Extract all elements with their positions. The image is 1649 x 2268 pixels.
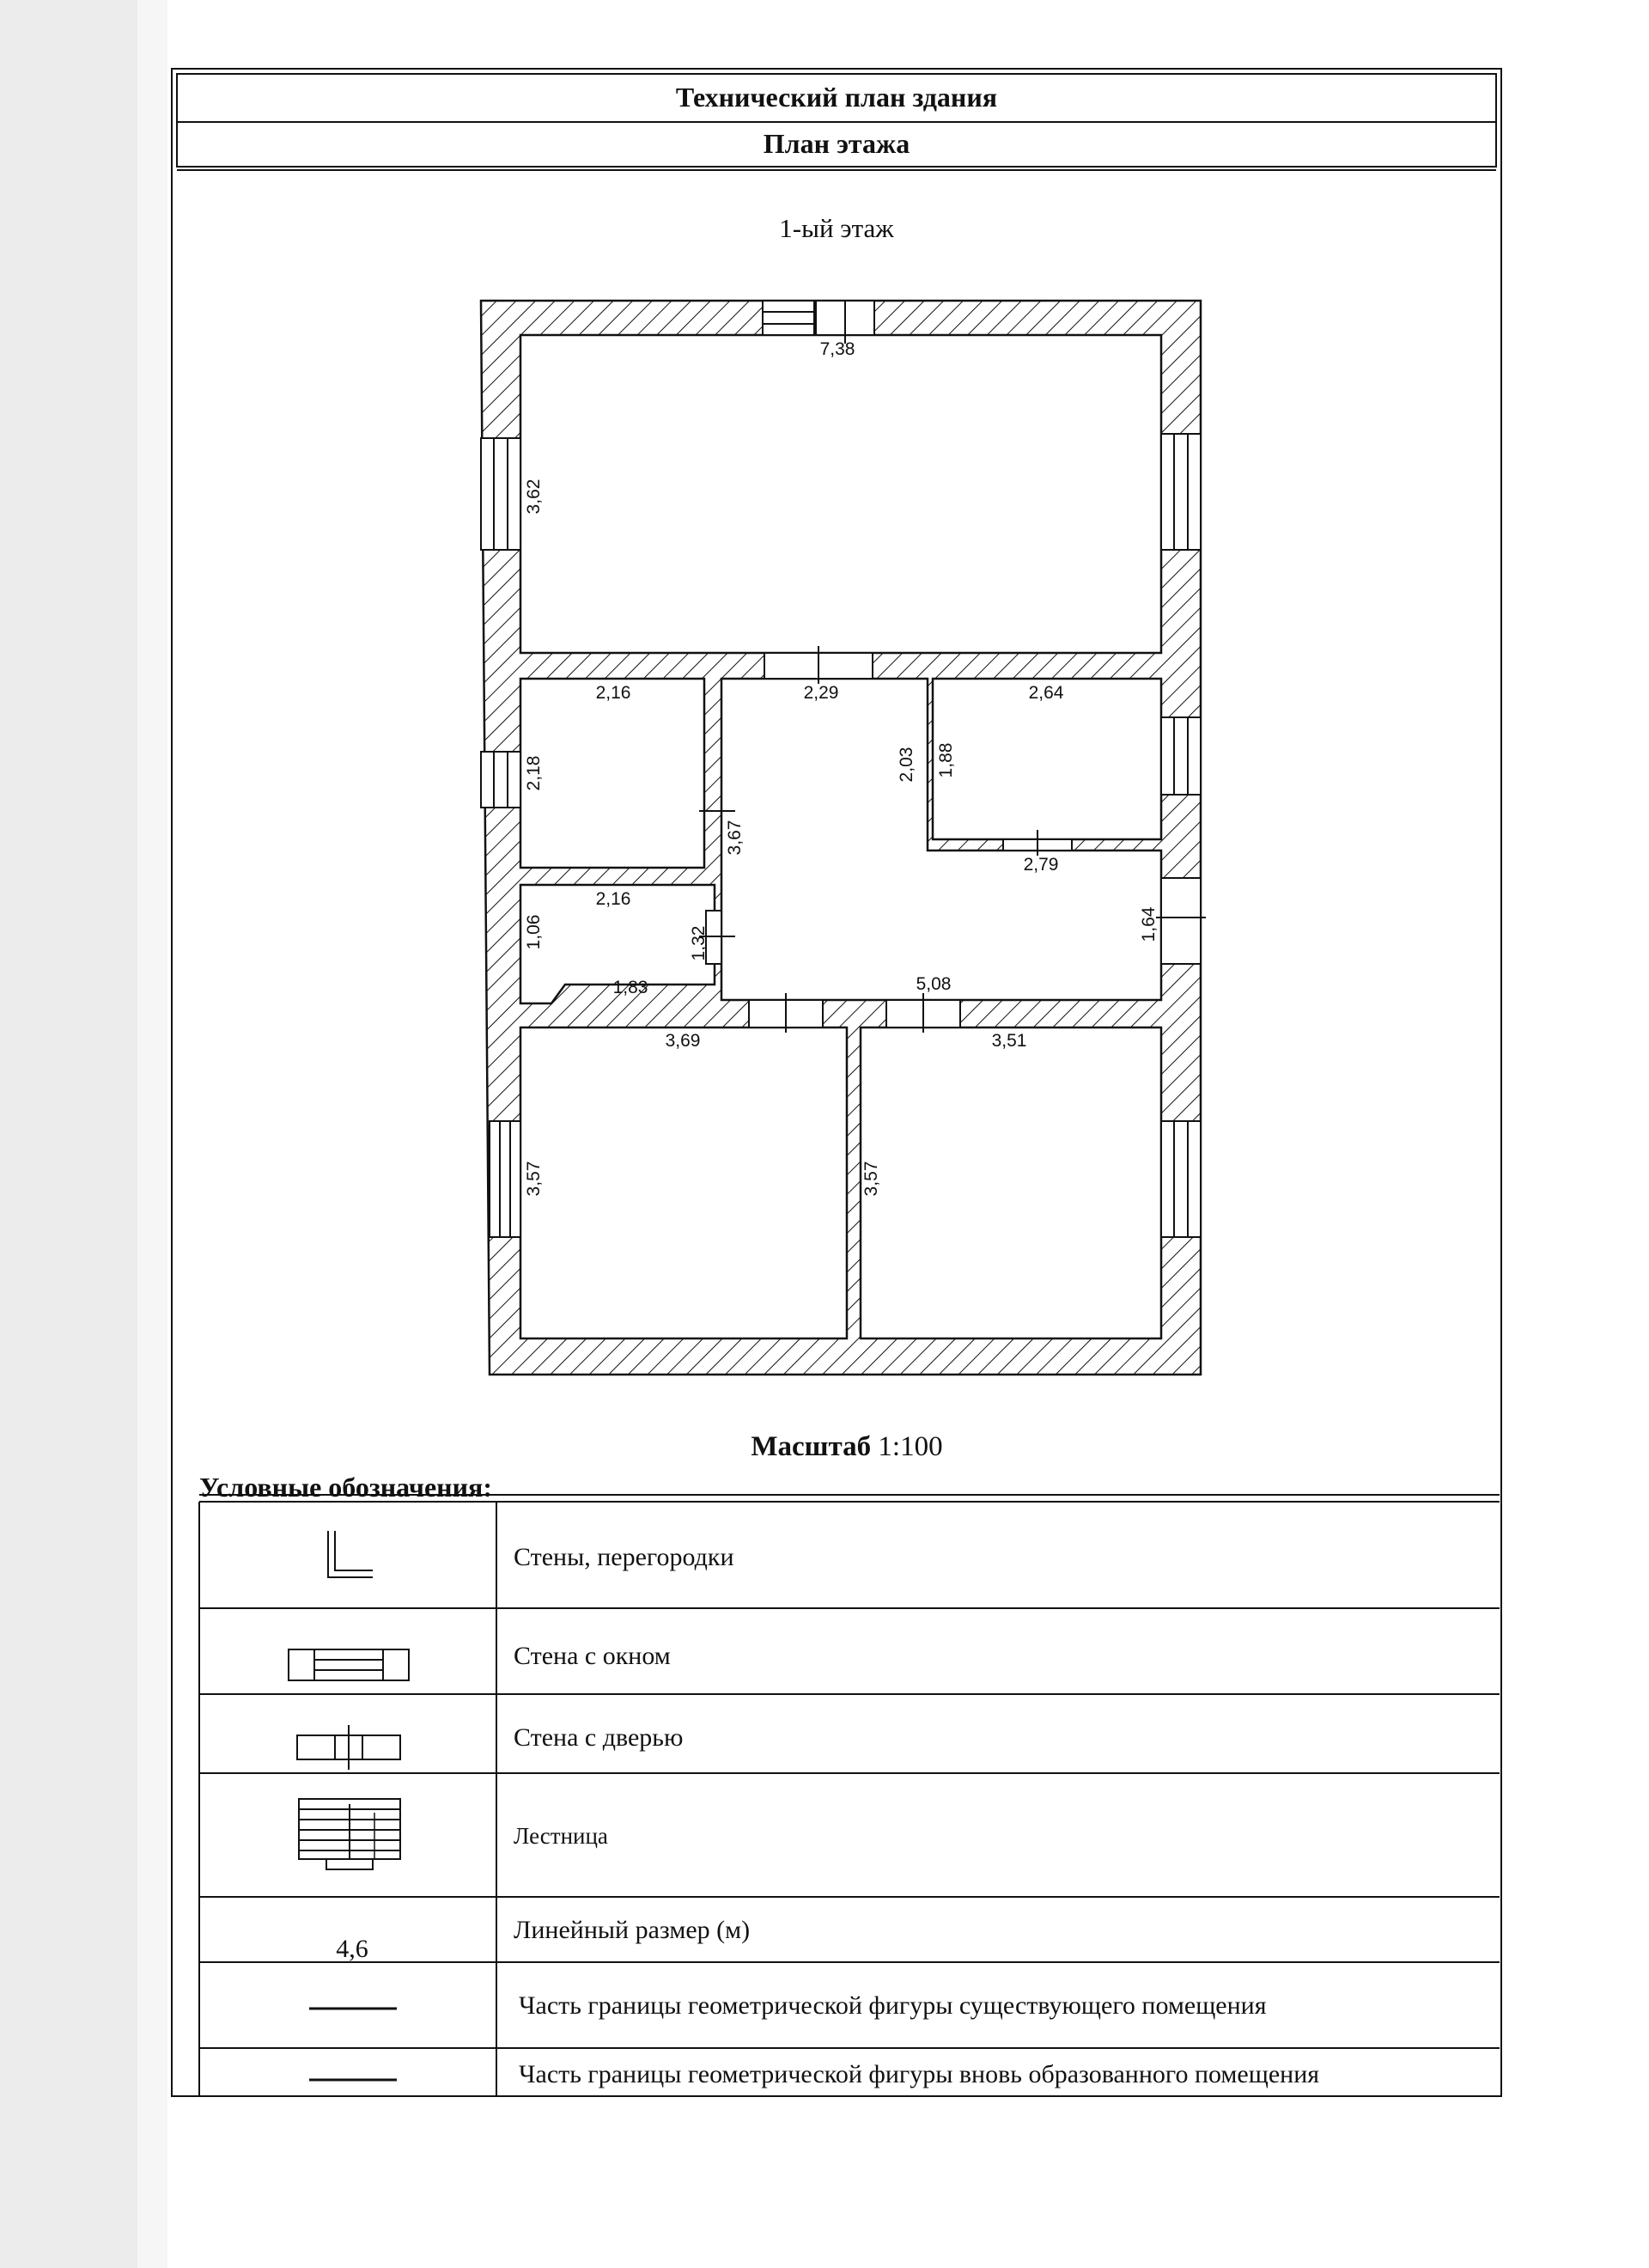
scale-label: [751, 1431, 942, 1462]
dim-corridor-bottom: 5,08: [916, 974, 952, 994]
legend-label-door-wall: Стена с дверью: [514, 1723, 684, 1752]
walls: [481, 301, 1201, 1375]
dim-hall-width: 2,29: [803, 683, 839, 703]
dim-room-c-height-left: 2,03: [897, 747, 916, 783]
dim-hall-height: 3,67: [725, 820, 745, 856]
dimension-example: 4,6: [336, 1935, 368, 1963]
dim-corridor-width: 2,79: [1023, 855, 1059, 875]
dim-room-a-width: 2,16: [595, 683, 631, 703]
door-top: [816, 301, 874, 344]
window-left-bottom: [490, 1121, 520, 1237]
door-wall-symbol: [297, 1725, 400, 1770]
window-left-top: [481, 438, 520, 550]
scan-shadow-edge: [137, 0, 167, 2268]
legend-label-walls: Стены, перегородки: [514, 1543, 734, 1571]
window-wall-symbol: [289, 1649, 409, 1680]
dim-room-b-bottom: 1,83: [612, 978, 648, 997]
window-top: [763, 301, 814, 335]
scale-value: 1:100: [878, 1431, 943, 1462]
door-hall-top: [764, 646, 873, 684]
dim-corridor-height: 1,64: [1139, 906, 1159, 942]
dim-room-c-width: 2,64: [1028, 683, 1064, 703]
window-right-mid: [1161, 717, 1201, 795]
legend-label-existing-boundary: Часть границы геометрической фигуры существующего помещения: [519, 1991, 1267, 2020]
legend-label-window-wall: Стена с окном: [514, 1642, 671, 1670]
dim-room-b-height-right: 1,32: [689, 925, 709, 961]
dim-room-b-height-left: 1,06: [524, 914, 544, 950]
dim-room-c-height-right: 1,88: [936, 742, 956, 778]
window-right-bottom: [1161, 1121, 1201, 1237]
scale-word: Масштаб: [751, 1431, 872, 1462]
legend-label-staircase: Лестница: [514, 1823, 608, 1849]
walls-symbol: [328, 1531, 373, 1577]
window-left-mid: [481, 752, 520, 808]
dim-bottom-left-width: 3,69: [665, 1031, 701, 1051]
door-corridor-right: [1156, 878, 1206, 964]
dim-top-room-height: 3,62: [524, 479, 544, 515]
window-right-top: [1161, 434, 1201, 550]
legend-label-new-boundary: Часть границы геометрической фигуры вновь образованного помещения: [519, 2060, 1320, 2088]
scan-shadow: [0, 0, 137, 2268]
dim-bottom-right-width: 3,51: [991, 1031, 1027, 1051]
dim-room-a-height: 2,18: [524, 755, 544, 791]
document-subtitle: План этажа: [763, 128, 910, 159]
staircase-symbol: [299, 1799, 400, 1869]
legend-label-linear-size: Линейный размер (м): [514, 1916, 751, 1944]
legend-title: Условные обозначения:: [199, 1472, 492, 1503]
floor-plan: [481, 301, 1206, 1375]
header-frame: [172, 69, 1501, 2096]
dim-bottom-right-height: 3,57: [861, 1161, 881, 1197]
dim-room-b-width: 2,16: [595, 889, 631, 909]
document-title: Технический план здания: [675, 82, 998, 113]
floor-label: 1-ый этаж: [779, 213, 894, 243]
dim-top-room-width: 7,38: [819, 339, 855, 359]
door-corridor-top: [1003, 830, 1072, 856]
dim-bottom-left-height: 3,57: [524, 1161, 544, 1197]
